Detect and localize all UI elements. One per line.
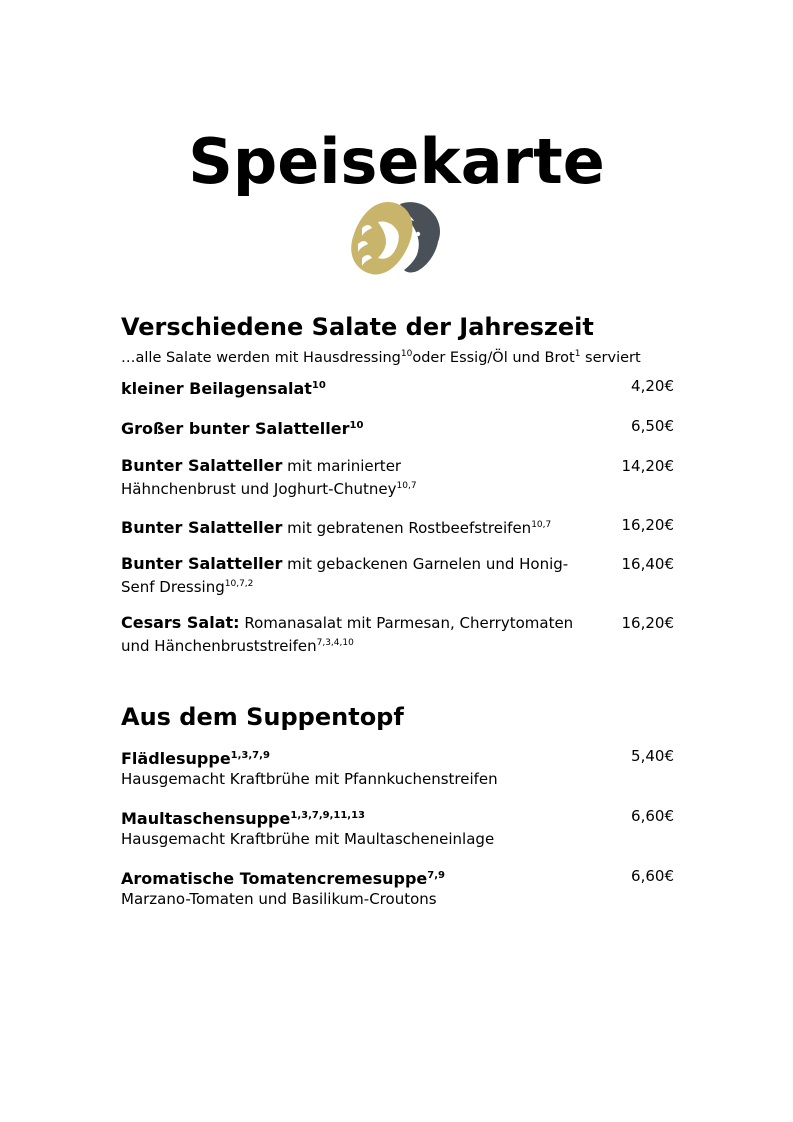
menu-item (121, 554, 674, 597)
intro-text: oder Essig/Öl und Brot (412, 350, 575, 366)
section-title-salads: Verschiedene Salate der Jahreszeit (121, 313, 594, 341)
item-price: 4,20€ (631, 377, 674, 395)
allergen-note: 10 (400, 349, 413, 359)
allergen-note: 1,3,7,9 (230, 750, 270, 761)
item-description: mit gebratenen Rostbeefstreifen (282, 519, 532, 537)
allergen-note: 7,9 (427, 870, 445, 881)
allergen-note: 1 (574, 349, 581, 359)
item-price: 6,60€ (631, 867, 674, 885)
item-description: Hähnchenbrust und Joghurt-Chutney (121, 480, 397, 498)
intro-text: serviert (580, 350, 641, 366)
item-description: Hausgemacht Kraftbrühe mit Pfannkuchenstreifen (121, 770, 498, 788)
item-name: Bunter Salatteller (121, 456, 283, 475)
item-name: Bunter Salatteller (121, 554, 283, 573)
item-price: 6,60€ (631, 807, 674, 825)
page-title: Speisekarte (188, 125, 605, 198)
item-price: 16,20€ (621, 516, 674, 534)
item-name: Großer bunter Salatteller (121, 419, 350, 438)
item-name: kleiner Beilagensalat (121, 379, 312, 398)
allergen-note: 1,3,7,9,11,13 (290, 810, 366, 821)
item-description: mit gebackenen Garnelen und Honig- (282, 555, 569, 573)
menu-item (121, 613, 674, 656)
item-description: Senf Dressing (121, 578, 225, 596)
lion-head-logo (348, 198, 444, 278)
allergen-note: 10 (349, 420, 364, 431)
item-name: Flädlesuppe (121, 749, 231, 768)
allergen-note: 7,3,4,10 (316, 638, 354, 648)
item-description: Marzano-Tomaten und Basilikum-Croutons (121, 890, 437, 908)
menu-item (121, 416, 674, 439)
menu-item (121, 515, 674, 538)
menu-item (121, 806, 674, 849)
allergen-note: 10 (311, 380, 326, 391)
item-description: mit marinierter (282, 457, 402, 475)
item-name: Maultaschensuppe (121, 809, 291, 828)
item-description: Romanasalat mit Parmesan, Cherrytomaten (239, 614, 574, 632)
item-description: und Hänchenbruststreifen (121, 637, 317, 655)
section-title-soups: Aus dem Suppentopf (121, 703, 404, 731)
intro-text: …alle Salate werden mit Hausdressing (121, 350, 401, 366)
allergen-note: 10,7 (396, 481, 417, 491)
item-name: Bunter Salatteller (121, 518, 283, 537)
item-price: 6,50€ (631, 417, 674, 435)
menu-item (121, 866, 674, 909)
item-price: 16,20€ (621, 614, 674, 632)
item-price: 14,20€ (621, 457, 674, 475)
item-name: Cesars Salat: (121, 613, 240, 632)
menu-item (121, 746, 674, 789)
menu-item (121, 376, 674, 399)
allergen-note: 10,7,2 (224, 579, 254, 589)
menu-item (121, 456, 674, 499)
allergen-note: 10,7 (531, 520, 552, 530)
item-name: Aromatische Tomatencremesuppe (121, 869, 428, 888)
section-intro-salads (121, 345, 641, 367)
item-description: Hausgemacht Kraftbrühe mit Maultascheneinlage (121, 830, 495, 848)
item-price: 5,40€ (631, 747, 674, 765)
item-price: 16,40€ (621, 555, 674, 573)
